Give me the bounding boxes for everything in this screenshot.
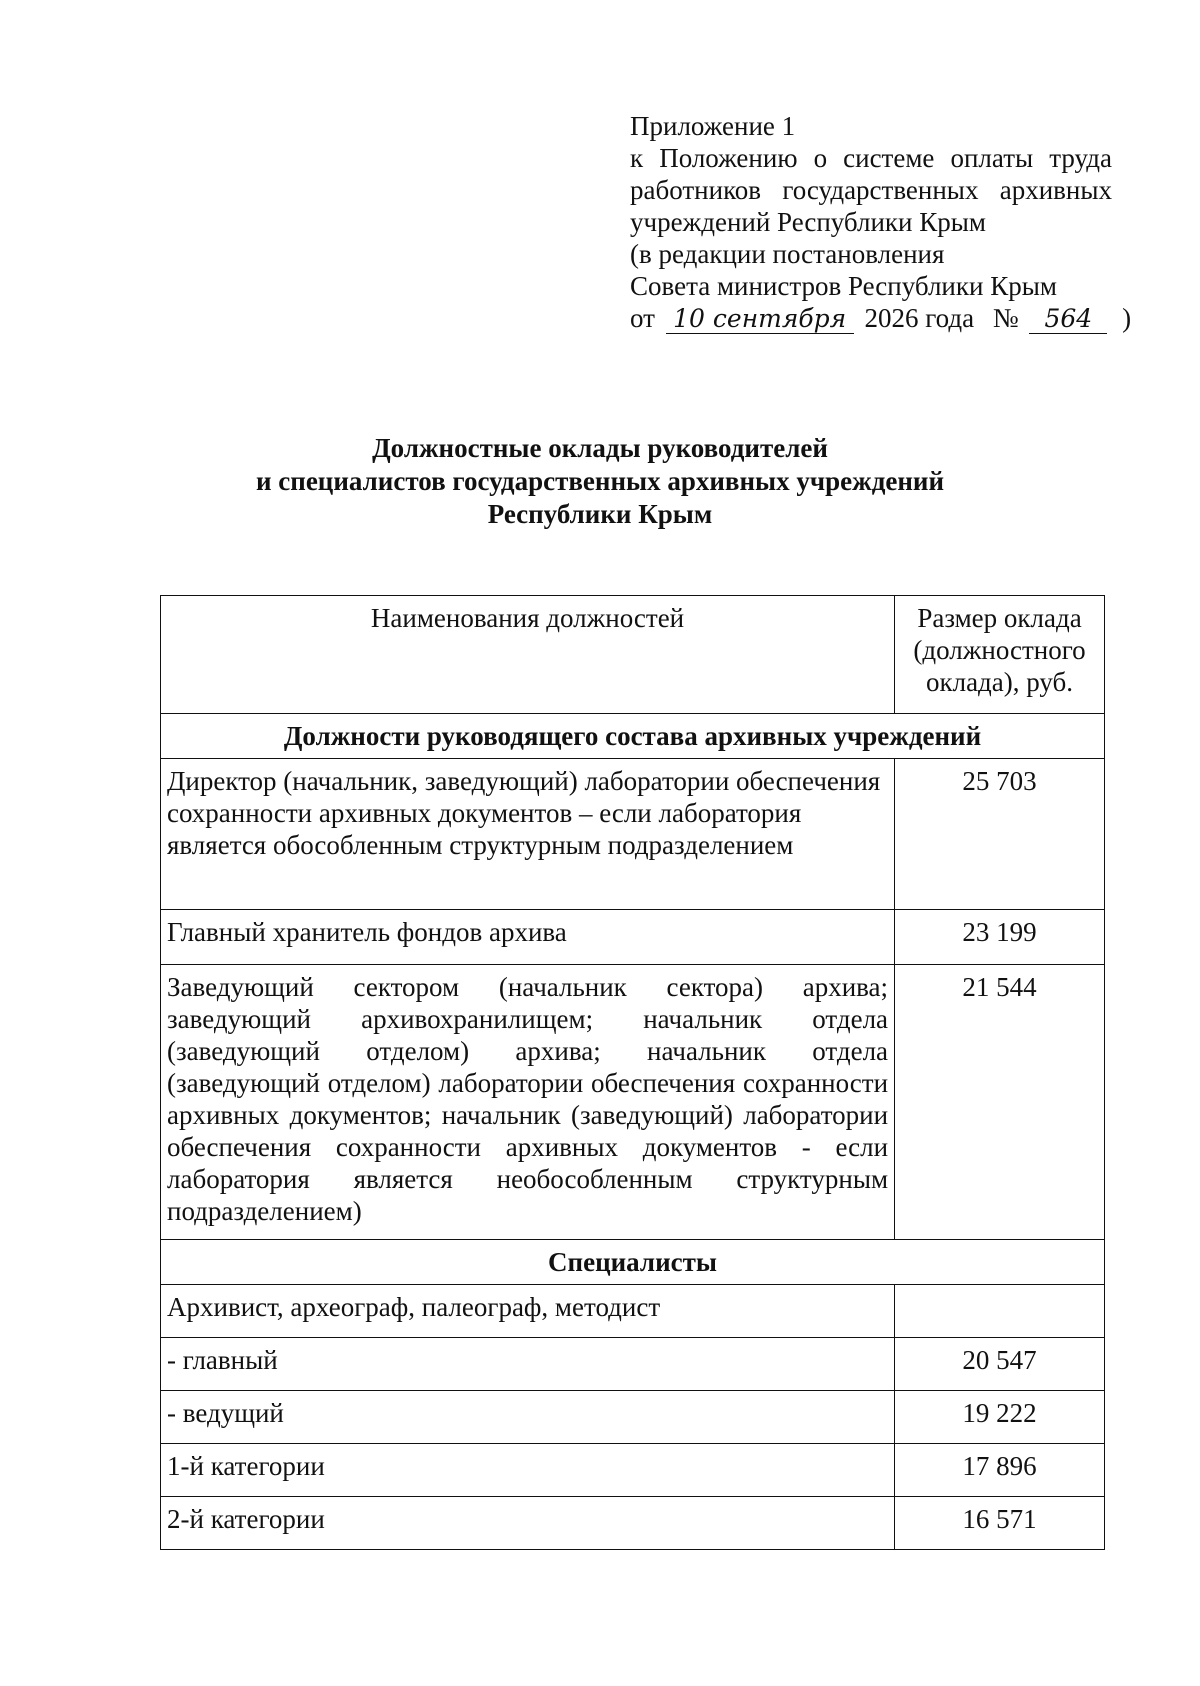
title-line: Должностные оклады руководителей [372, 433, 828, 463]
table-row [161, 1497, 1105, 1550]
salary-amount: 17 896 [895, 1444, 1105, 1497]
appendix-reference-line: к Положению о системе оплаты труда [630, 143, 1112, 173]
salary-amount: 19 222 [895, 1391, 1105, 1444]
number-sign: № [992, 303, 1019, 333]
table-row [161, 910, 1105, 965]
date-prefix: от [630, 303, 655, 333]
table-header-row [161, 596, 1105, 714]
handwritten-number: 564 [1029, 305, 1107, 334]
salary-amount: 23 199 [895, 910, 1105, 965]
table-row [161, 965, 1105, 1240]
salary-amount: 20 547 [895, 1338, 1105, 1391]
appendix-date-line [630, 302, 1132, 334]
table-row [161, 1444, 1105, 1497]
section-title-management: Должности руководящего состава архивных учреждений [161, 714, 1105, 759]
table-row [161, 1338, 1105, 1391]
position-name: Директор (начальник, заведующий) лаборатории обеспечения сохранности архивных документов – если лаборатория является обособленным структурным подразделением [161, 759, 895, 910]
salary-table [160, 595, 1105, 1550]
header-position-names: Наименования должностей [161, 596, 895, 714]
header-salary-amount: Размер оклада (должностного оклада), руб. [895, 596, 1105, 714]
section-row [161, 1240, 1105, 1285]
salary-amount: 21 544 [895, 965, 1105, 1240]
appendix-block [630, 110, 1132, 334]
document-title [160, 432, 1040, 531]
appendix-reference-line: работников государственных архивных [630, 175, 1112, 205]
section-title-specialists: Специалисты [161, 1240, 1105, 1285]
close-paren: ) [1122, 303, 1132, 333]
title-line: и специалистов государственных архивных учреждений [255, 466, 945, 496]
appendix-number: Приложение 1 [630, 111, 796, 141]
title-line: Республики Крым [487, 499, 713, 529]
table-row [161, 1285, 1105, 1338]
position-name: Заведующий сектором (начальник сектора) архива; заведующий архивохранилищем; начальник отдела (заведующий отделом) архива; начальник отдела (заведующий отделом) лаборатории обеспечения сохранности архивных документов; начальник (заведующий) лаборатории обеспечения сохранности архивных документов - если лаборатория является необособленным структурным подразделением) [161, 965, 895, 1240]
section-row [161, 714, 1105, 759]
date-year: 2026 года [864, 303, 975, 333]
salary-amount: 16 571 [895, 1497, 1105, 1550]
salary-amount: 25 703 [895, 759, 1105, 910]
appendix-edition-line: Совета министров Республики Крым [630, 271, 1057, 301]
position-name: 2-й категории [161, 1497, 895, 1550]
position-name: - ведущий [161, 1391, 895, 1444]
table-row [161, 759, 1105, 910]
appendix-reference-line: учреждений Республики Крым [630, 207, 986, 237]
position-name: Главный хранитель фондов архива [161, 910, 895, 965]
handwritten-date: 10 сентября [666, 305, 854, 334]
position-name: 1-й категории [161, 1444, 895, 1497]
position-name: Архивист, археограф, палеограф, методист [161, 1285, 895, 1338]
salary-amount [895, 1285, 1105, 1338]
table-row [161, 1391, 1105, 1444]
appendix-edition-line: (в редакции постановления [630, 239, 945, 269]
position-name: - главный [161, 1338, 895, 1391]
